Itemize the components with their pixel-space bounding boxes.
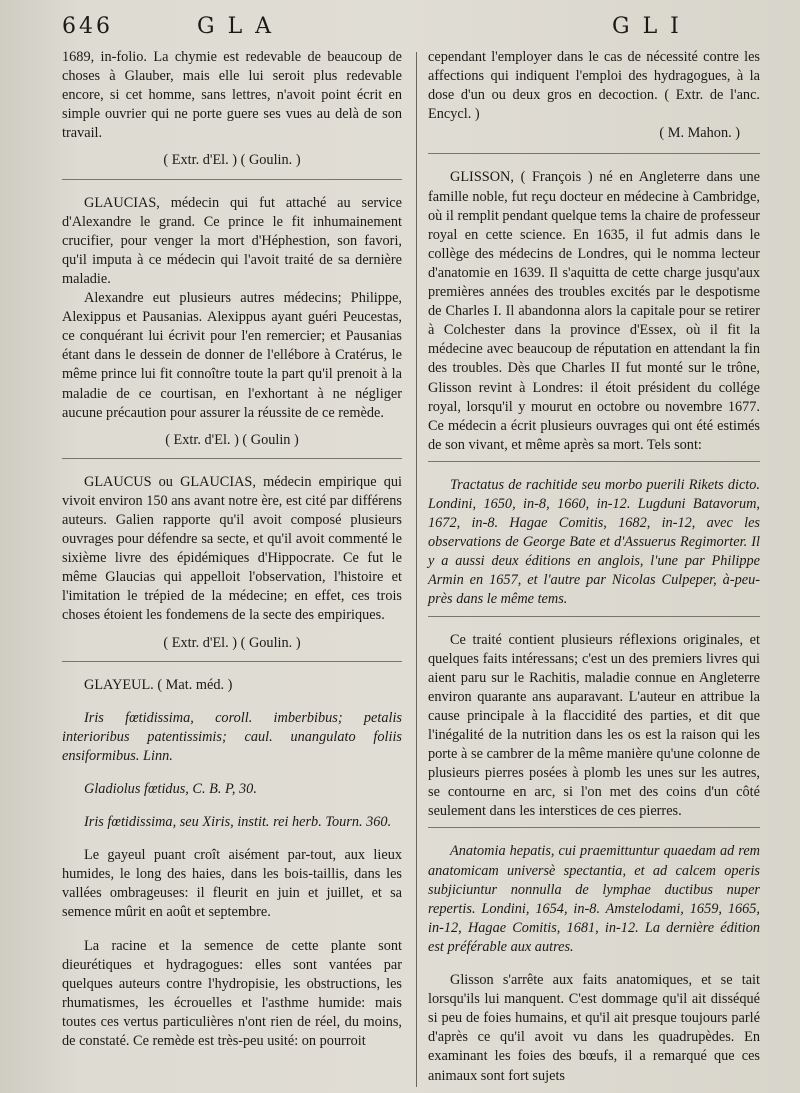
divider <box>428 827 760 828</box>
paragraph: Le gayeul puant croît aisément par-tout, aux lieux humides, le long des haies, dans les bois-taillis, dans les vallées ombrageuses: il fleurit en juin et juillet, et sa semence mûrit en août et septembre. <box>62 847 402 921</box>
citation: ( Extr. d'El. ) ( Goulin ) <box>165 431 299 448</box>
divider <box>62 661 402 662</box>
right-column <box>428 48 760 1086</box>
botanical-synonym: Iris fœtidissima, coroll. imberbibus; petalis interioribus patentissimis; caul. unangulato foliis ensiformibus. Linn. <box>62 709 402 764</box>
paragraph: Alexandre eut plusieurs autres médecins; Philippe, Alexippus et Pausanias. Alexippus ayant guéri Peucestas, ce conquérant lui écrivit pour l'en remercier; et Pausanias étant dans le dessein de donner de l'ellébore à Cratérus, le même prince lui fit connoître toute la part qu'il prenoit à la maladie de ce courtisan, en l'exhortant à ne négliger aucune précaution pour assurer la réussite de ce remède. <box>62 290 402 421</box>
right-running-title: G L I <box>612 14 682 39</box>
citation: ( Extr. d'El. ) ( Goulin. ) <box>163 634 301 651</box>
paragraph: Glisson s'arrête aux faits anatomiques, et se tait lorsqu'ils lui manquent. C'est dommage qu'il ait disséqué si peu de foies humains, et qu'il ait presque toujours parlé d'après ce qu'il avoit vu dans les quadrupèdes. En examinant les foies des bœufs, il a remarqué que ces animaux sont fort sujets <box>428 972 760 1084</box>
page-number: 646 <box>62 14 113 39</box>
entry-glaucus: GLAUCUS ou GLAUCIAS, médecin empirique qui vivoit environ 150 ans avant notre ère, est cité par différens auteurs. Galien rapporte qu'il avoit composé plusieurs ouvrages pour défendre sa secte, et qu'il avoit commenté le sixième livre des épidémiques d'Hippocrate. Ce fut le même Glaucias qui appelloit l'observation, l'histoire et l'imitation le trépied de la médecine; en effet, ces trois choses étoient les fondemens de la secte des empiriques. <box>62 473 402 624</box>
paragraph: La racine et la semence de cette plante sont dieurétiques et hydragogues: elles sont vantées par quelques auteurs contre l'hydropisie, les obstructions, les rhumatismes, les écrouelles et l'asthme humide: mais toutes ces vertus particulières n'ont rien de réel, du moins, de constaté. Ce remède est très-peu usité: on pourroit <box>62 937 402 1050</box>
divider <box>428 153 760 154</box>
citation: ( M. Mahon. ) <box>659 125 740 142</box>
entry-glayeul: GLAYEUL. ( Mat. méd. ) <box>84 676 233 693</box>
running-head <box>62 14 760 44</box>
left-running-title: G L A <box>197 14 275 39</box>
divider <box>62 179 402 180</box>
botanical-synonym: Gladiolus fœtidus, C. B. P, 30. <box>84 781 257 797</box>
paragraph: cependant l'employer dans le cas de nécessité contre les affections qui indiquent l'emploi des hydragogues, à la dose d'un ou deux gros en decoction. ( Extr. de l'anc. Encycl. ) <box>428 49 760 123</box>
bibliography-entry: Tractatus de rachitide seu morbo puerili Rikets dicto. Londini, 1650, in-8, 1660, in-12. Lugduni Batavorum, 1672, in-8. Hagae Comitis, 1682, in-12, avec les observations de George Bate et d'Assuerus Regimorter. Il y a aussi deux éditions en anglois, l'une par Philippe Armin en 1657, et l'autre par Nicolas Culpeper, à-peu-près dans le même tems. <box>428 476 760 608</box>
divider <box>428 461 760 462</box>
paragraph: Ce traité contient plusieurs réflexions originales, et quelques faits intéressans; c'est un des premiers livres qui aient paru sur le Rachitis, maladie connue en Angleterre environ quarante ans auparavant. L'auteur en attribue la cause principale à la flaccidité des parties, et dit que l'inégalité de la nutrition dans les os est la raison qui les porte à se cambrer de la même manière qu'une colonne de plusieurs pierres posées à plomb les unes sur les autres, se contourne en arc, si l'on met des coins d'un côté seulement dans les interstices de ces pierres. <box>428 631 760 820</box>
divider <box>428 616 760 617</box>
botanical-synonym: Iris fœtidissima, seu Xiris, instit. rei herb. Tourn. 360. <box>84 814 392 831</box>
divider <box>62 458 402 459</box>
paragraph: 1689, in-folio. La chymie est redevable de beaucoup de choses à Glauber, mais elle lui seroit plus redevable encore, si cet homme, sans lettres, n'avoit point écrit en simple ouvrier qui ne porte guere ses vues au delà de son travail. <box>62 49 402 142</box>
entry-glisson: GLISSON, ( François ) né en Angleterre dans une famille noble, fut reçu docteur en médecine à Cambridge, où il remplit pendant quelque tems la chaire de professeur royal en cette science. En 1635, il fut admis dans le collège des médecins de Londres, qui le nomma lecteur d'anatomie en 1639. Il s'aquitta de cette charge jusqu'aux premières années des troubles excités par le despotisme de Charles I. Il abandonna alors la capitale pour se retirer à Colchester dans la province d'Essex, où il fit la médecine avec beaucoup de réputation en attendant la fin des troubles. Dès que Charles II fut monté sur le trône, Glisson revint à Londres: il étoit président du collége royal, lorsqu'il y mourut en octobre ou novembre 1677. Ce médecin a écrit plusieurs ouvrages qui ont été estimés de son vivant, et même après sa mort. Tels sont: <box>428 169 760 453</box>
column-divider <box>416 52 417 1087</box>
citation: ( Extr. d'El. ) ( Goulin. ) <box>163 152 301 169</box>
bibliography-entry: Anatomia hepatis, cui praemittuntur quaedam ad rem anatomicam universè spectantia, et ad calcem operis subjiciuntur nonnulla de lymphae ductibus nuper repertis. Londini, 1654, in-8. Amstelodami, 1659, 1665, in-12, Hagae Comitis, 1681, in-12. La dernière édition est préférable aux autres. <box>428 843 760 955</box>
left-column <box>62 48 402 1051</box>
entry-glaucias: GLAUCIAS, médecin qui fut attaché au service d'Alexandre le grand. Ce prince le fit inhumainement crucifier, pour venger la mort d'Héphestion, son favori, qu'il imputa à ce médecin qui l'avoit traité de sa dernière maladie. <box>62 194 402 287</box>
